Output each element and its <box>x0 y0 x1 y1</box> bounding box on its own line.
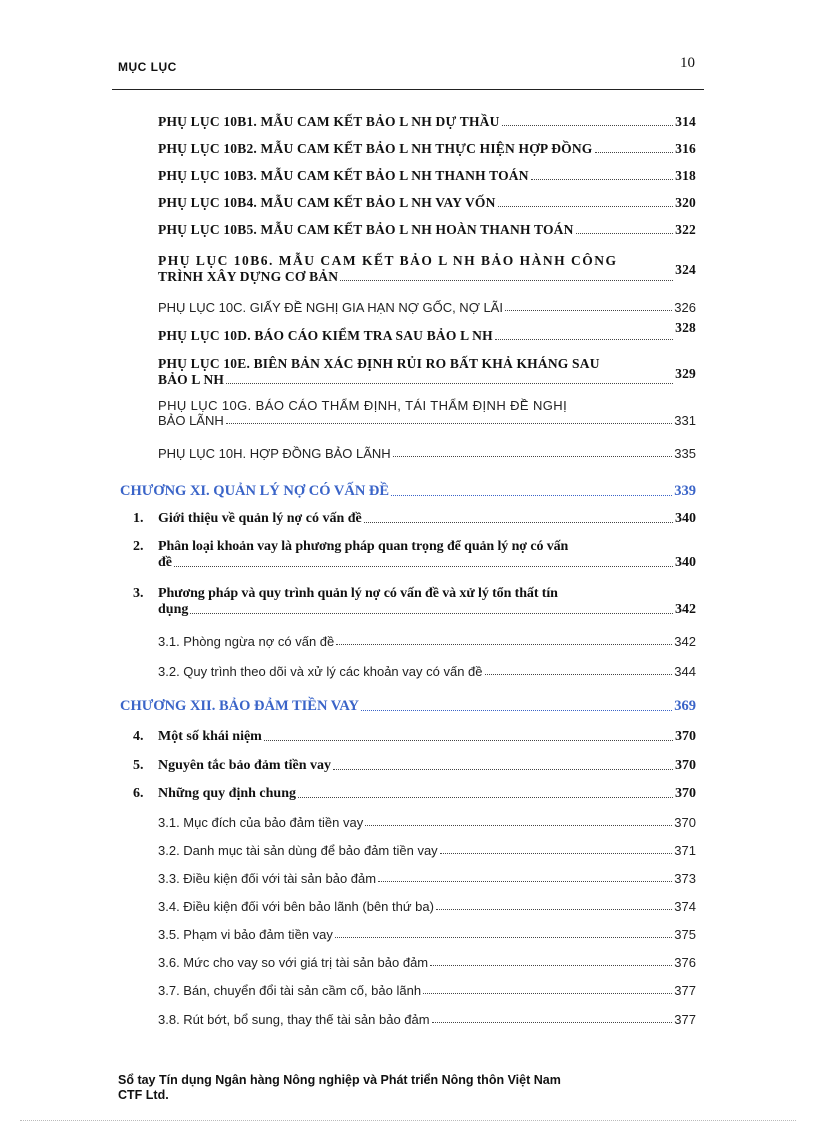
toc-subsection-label: 3.2. Quy trình theo dõi và xử lý các khoản vay có vấn đề <box>158 664 483 679</box>
toc-entry-label: PHỤ LỤC 10C. GIẤY ĐỀ NGHỊ GIA HẠN NỢ GỐC, NỢ LÃI <box>158 300 503 315</box>
toc-entry-label-line2: BẢO L NH <box>158 372 225 387</box>
toc-section-number: 2. <box>133 539 144 554</box>
toc-entry-page: 331 <box>674 413 696 428</box>
toc-chapter-11[interactable] <box>120 483 696 500</box>
toc-subsection-label: 3.6. Mức cho vay so với giá trị tài sản bảo đảm <box>158 955 429 970</box>
toc-section-label-line2: đề <box>158 555 172 570</box>
toc-subsection-page: 370 <box>674 815 696 830</box>
toc-section-label-line2: dụng <box>158 602 189 617</box>
toc-entry-page: 329 <box>675 366 696 381</box>
toc-entry-10e[interactable] <box>158 356 696 388</box>
footer-company: CTF Ltd. <box>118 1088 169 1102</box>
toc-subsection-3-8[interactable] <box>158 1012 696 1027</box>
toc-entry-10b5[interactable] <box>158 222 696 238</box>
toc-subsection-page: 344 <box>674 664 696 679</box>
toc-subsection-3-4[interactable] <box>158 899 696 914</box>
toc-entry-page: 324 <box>675 262 696 277</box>
toc-section-label: Nguyên tắc bảo đảm tiền vay <box>158 758 332 773</box>
toc-section-4[interactable] <box>133 729 696 745</box>
toc-section-number: 1. <box>133 511 144 526</box>
toc-subsection-label: 3.8. Rút bớt, bổ sung, thay thế tài sản bảo đảm <box>158 1012 430 1027</box>
toc-subsection-page: 342 <box>674 634 696 649</box>
toc-subsection-3-2[interactable] <box>158 664 696 679</box>
toc-entry-label-line1: PHỤ LỤC 10E. BIÊN BẢN XÁC ĐỊNH RỦI RO BẤT KHẢ KHÁNG SAU <box>158 356 600 371</box>
toc-subsection-3-3[interactable] <box>158 871 696 886</box>
toc-chapter-page: 369 <box>674 698 696 714</box>
toc-entry-label-line1: PHỤ LỤC 10G. BÁO CÁO THẨM ĐỊNH, TÁI THẨM ĐỊNH ĐỀ NGHỊ <box>158 398 568 413</box>
toc-section-page: 342 <box>675 602 696 617</box>
toc-entry-10b2[interactable] <box>158 141 696 157</box>
toc-section-page: 370 <box>675 729 696 744</box>
toc-subsection-3-7[interactable] <box>158 983 696 998</box>
toc-entry-label: PHỤ LỤC 10D. BÁO CÁO KIỂM TRA SAU BẢO L NH <box>158 328 493 343</box>
toc-section-label: Giới thiệu về quản lý nợ có vấn đề <box>158 511 362 526</box>
toc-subsection-3-1[interactable] <box>158 634 696 649</box>
toc-section-label: Những quy định chung <box>158 786 296 801</box>
toc-entry-label: PHỤ LỤC 10H. HỢP ĐỒNG BẢO LÃNH <box>158 446 391 461</box>
toc-section-number: 4. <box>133 729 144 744</box>
toc-section-page: 340 <box>675 555 696 570</box>
toc-entry-label: PHỤ LỤC 10B4. MẪU CAM KẾT BẢO L NH VAY VỐN <box>158 195 496 210</box>
page-number: 10 <box>680 55 695 71</box>
toc-entry-label: PHỤ LỤC 10B5. MẪU CAM KẾT BẢO L NH HOÀN THANH TOÁN <box>158 222 574 237</box>
toc-entry-label: PHỤ LỤC 10B2. MẪU CAM KẾT BẢO L NH THỰC HIỆN HỢP ĐỒNG <box>158 141 593 156</box>
toc-entry-page: 328 <box>675 320 696 335</box>
toc-section-1[interactable] <box>133 511 696 527</box>
toc-subsection-page: 373 <box>674 871 696 886</box>
toc-subsection-3-2b[interactable] <box>158 843 696 858</box>
toc-section-5[interactable] <box>133 758 696 774</box>
toc-entry-label-line2: BẢO LÃNH <box>158 413 224 428</box>
page-footer <box>118 1073 561 1103</box>
toc-section-6[interactable] <box>133 786 696 802</box>
toc-entry-label-line2: TRÌNH XÂY DỰNG CƠ BẢN <box>158 269 339 284</box>
toc-entry-10g[interactable] <box>158 398 696 428</box>
toc-chapter-12[interactable] <box>120 698 696 715</box>
toc-section-label-line1: Phương pháp và quy trình quản lý nợ có vấn đề và xử lý tổn thất tín <box>158 586 558 601</box>
toc-subsection-page: 374 <box>674 899 696 914</box>
toc-chapter-label: CHƯƠNG XII. BẢO ĐẢM TIỀN VAY <box>120 698 360 714</box>
toc-section-number: 3. <box>133 586 144 601</box>
toc-subsection-page: 371 <box>674 843 696 858</box>
toc-subsection-label: 3.1. Phòng ngừa nợ có vấn đề <box>158 634 335 649</box>
toc-subsection-label: 3.1. Mục đích của bảo đảm tiền vay <box>158 815 364 830</box>
toc-subsection-page: 377 <box>674 1012 696 1027</box>
page-header-title: MỤC LỤC <box>118 60 177 74</box>
toc-entry-10h[interactable] <box>158 446 696 461</box>
toc-subsection-page: 377 <box>674 983 696 998</box>
toc-entry-page: 326 <box>674 300 696 315</box>
toc-subsection-3-1b[interactable] <box>158 815 696 830</box>
toc-entry-10b1[interactable] <box>158 114 696 130</box>
toc-entry-label: PHỤ LỤC 10B3. MẪU CAM KẾT BẢO L NH THANH TOÁN <box>158 168 529 183</box>
toc-subsection-label: 3.4. Điều kiện đối với bên bảo lãnh (bên thứ ba) <box>158 899 434 914</box>
toc-subsection-label: 3.2. Danh mục tài sản dùng để bảo đảm tiền vay <box>158 843 438 858</box>
toc-section-page: 340 <box>675 511 696 526</box>
toc-section-page: 370 <box>675 786 696 801</box>
toc-entry-page: 322 <box>675 222 696 237</box>
toc-section-label-line1: Phân loại khoản vay là phương pháp quan trọng để quản lý nợ có vấn <box>158 539 569 554</box>
toc-entry-page: 318 <box>675 168 696 183</box>
toc-subsection-page: 376 <box>674 955 696 970</box>
toc-section-label: Một số khái niệm <box>158 729 262 744</box>
toc-chapter-page: 339 <box>674 483 696 499</box>
toc-entry-page: 335 <box>674 446 696 461</box>
toc-entry-page: 314 <box>675 114 696 129</box>
toc-section-3[interactable] <box>133 586 696 618</box>
toc-entry-page: 320 <box>675 195 696 210</box>
toc-entry-label-line1: PHỤ LỤC 10B6. MẪU CAM KẾT BẢO L NH BẢO HÀNH CÔNG <box>158 253 618 268</box>
toc-section-page: 370 <box>675 758 696 773</box>
toc-section-number: 5. <box>133 758 144 773</box>
toc-subsection-label: 3.5. Phạm vi bảo đảm tiền vay <box>158 927 333 942</box>
footer-divider <box>20 1120 796 1121</box>
toc-entry-10d[interactable] <box>158 320 696 344</box>
toc-entry-10b3[interactable] <box>158 168 696 184</box>
toc-subsection-label: 3.3. Điều kiện đối với tài sản bảo đảm <box>158 871 377 886</box>
toc-chapter-label: CHƯƠNG XI. QUẢN LÝ NỢ CÓ VẤN ĐỀ <box>120 483 390 499</box>
toc-subsection-label: 3.7. Bán, chuyển đổi tài sản cầm cố, bảo lãnh <box>158 983 422 998</box>
toc-subsection-page: 375 <box>674 927 696 942</box>
toc-subsection-3-5[interactable] <box>158 927 696 942</box>
toc-entry-label: PHỤ LỤC 10B1. MẪU CAM KẾT BẢO L NH DỰ THẦU <box>158 114 500 129</box>
toc-entry-10c[interactable] <box>158 300 696 315</box>
toc-entry-page: 316 <box>675 141 696 156</box>
toc-section-number: 6. <box>133 786 144 801</box>
toc-entry-10b4[interactable] <box>158 195 696 211</box>
toc-section-2[interactable] <box>133 539 696 571</box>
toc-entry-10b6[interactable] <box>158 253 696 285</box>
footer-book-title: Sổ tay Tín dụng Ngân hàng Nông nghiệp và Phát triển Nông thôn Việt Nam <box>118 1073 561 1087</box>
toc-subsection-3-6[interactable] <box>158 955 696 970</box>
